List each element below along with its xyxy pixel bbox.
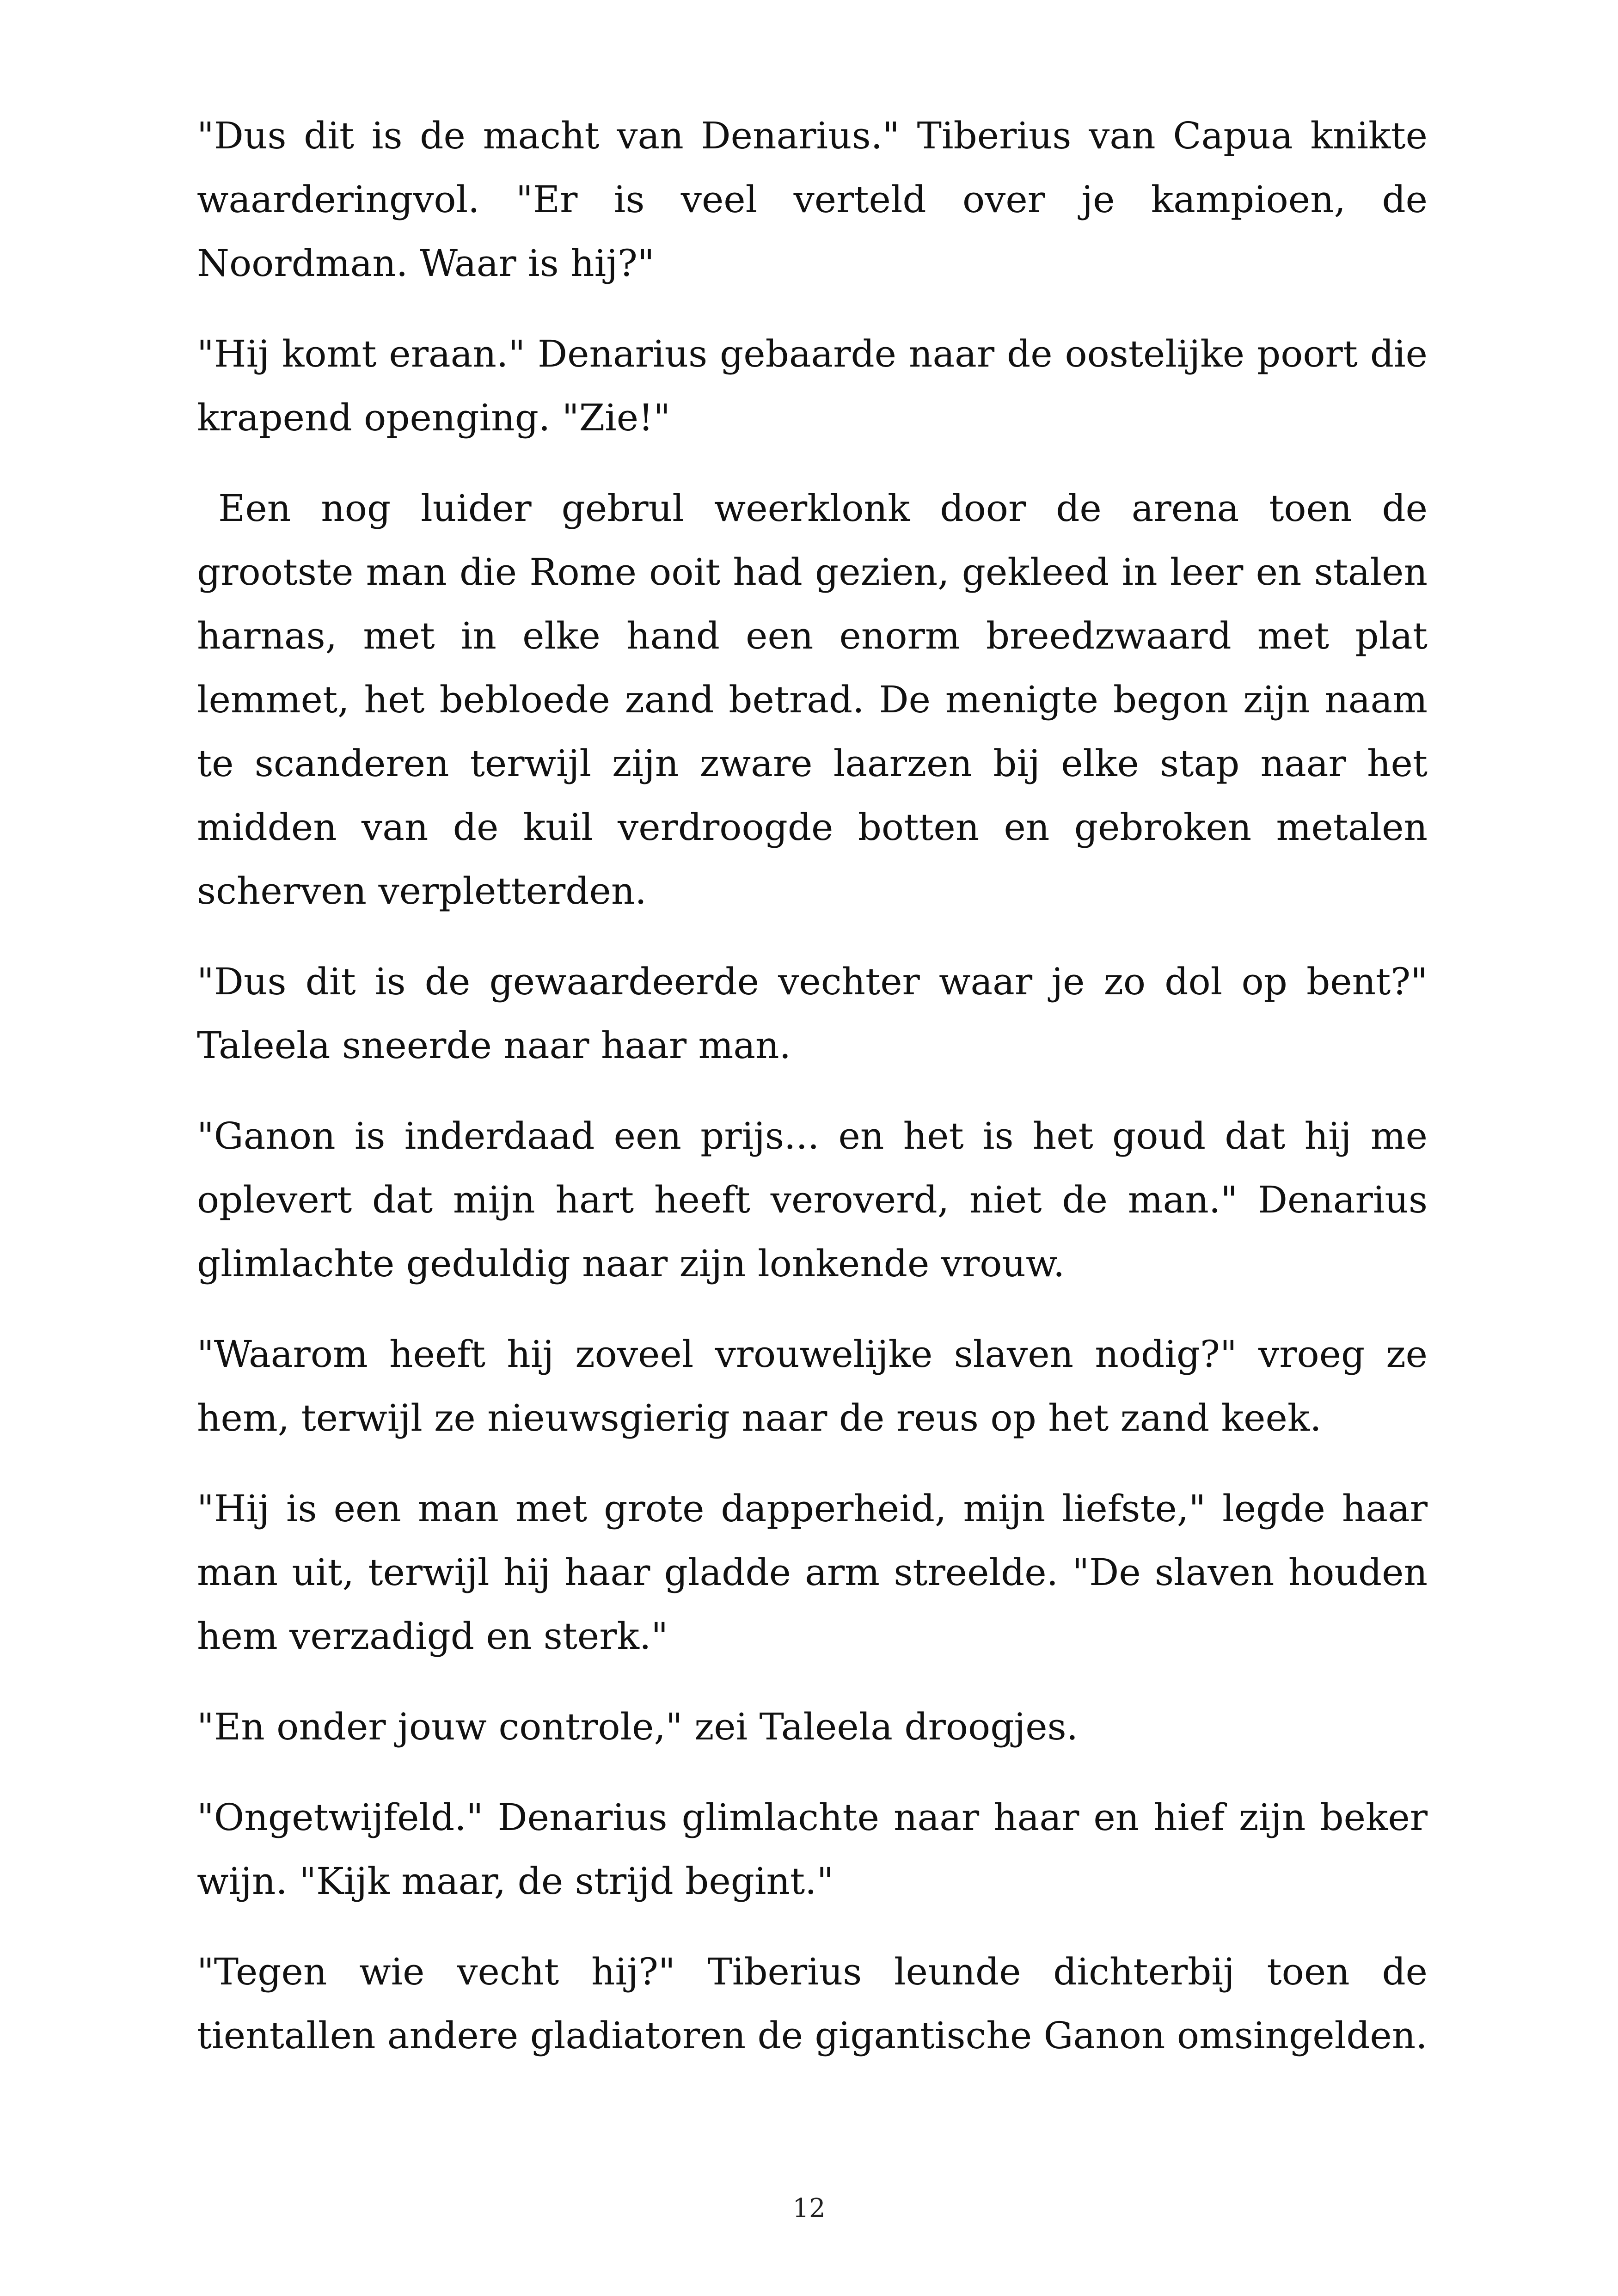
paragraph-8: "En onder jouw controle," zei Taleela droogjes. — [197, 1705, 1079, 1748]
paragraph-2: "Hij komt eraan." Denarius gebaarde naar de oostelijke poort die krapend openging. "Zie!" — [197, 332, 1428, 439]
paragraph-7: "Hij is een man met grote dapperheid, mijn liefste," legde haar man uit, terwijl hij haar gladde arm streelde. "De slaven houden hem verzadigd en sterk." — [197, 1487, 1428, 1658]
paragraph-3: Een nog luider gebrul weerklonk door de arena toen de grootste man die Rome ooit had gezien, gekleed in leer en stalen harnas, met in elke hand een enorm breedzwaard met plat lemmet, het bebloede zand betrad. De menigte begon zijn naam te scanderen terwijl zijn zware laarzen bij elke stap naar het midden van de kuil verdroogde botten en gebroken metalen scherven verpletterden. — [197, 487, 1428, 912]
page-number: 12 — [792, 2193, 826, 2223]
paragraph-10: "Tegen wie vecht hij?" Tiberius leunde dichterbij toen de tientallen andere gladiatoren de gigantische Ganon omsingelden. — [197, 1950, 1428, 2057]
body-text — [197, 104, 1428, 2094]
paragraph-1: "Dus dit is de macht van Denarius." Tiberius van Capua knikte waarderingvol. "Er is veel verteld over je kampioen, de Noordman. Waar is hij?" — [197, 114, 1428, 285]
paragraph-4: "Dus dit is de gewaardeerde vechter waar je zo dol op bent?" Taleela sneerde naar haar man. — [197, 960, 1428, 1067]
paragraph-6: "Waarom heeft hij zoveel vrouwelijke slaven nodig?" vroeg ze hem, terwijl ze nieuwsgierig naar de reus op het zand keek. — [197, 1333, 1428, 1439]
paragraph-5: "Ganon is inderdaad een prijs... en het is het goud dat hij me oplevert dat mijn hart heeft veroverd, niet de man." Denarius glimlachte geduldig naar zijn lonkende vrouw. — [197, 1114, 1428, 1285]
paragraph-9: "Ongetwijfeld." Denarius glimlachte naar haar en hief zijn beker wijn. "Kijk maar, de strijd begint." — [197, 1796, 1428, 1903]
